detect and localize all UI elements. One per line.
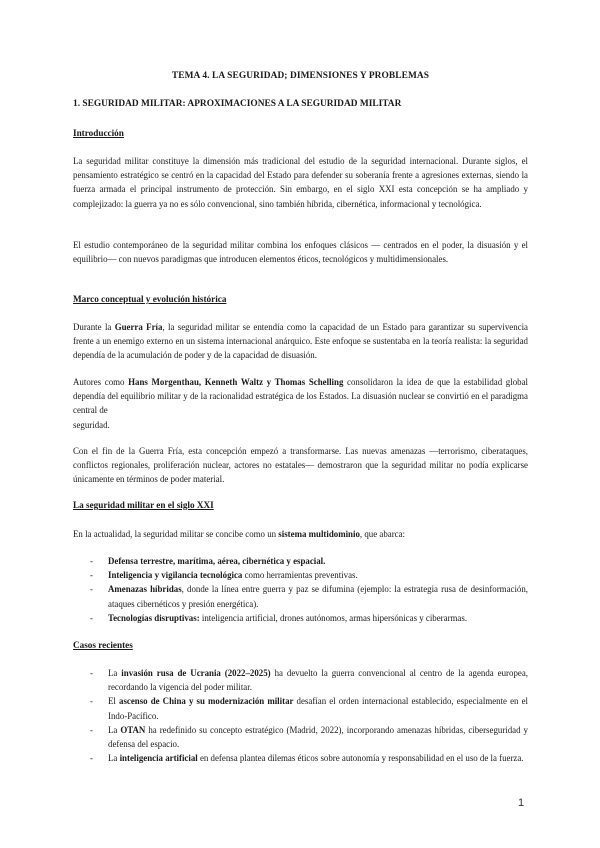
text-run: , donde la línea entre guerra y paz se difumina (ejemplo: la estrategia rusa de desinformación, ataques cibernéticos y presión energética).	[108, 584, 529, 609]
text-run: , que abarca:	[359, 529, 405, 539]
list-item	[73, 582, 528, 610]
list-dash: -	[90, 753, 93, 764]
section-heading: 1. SEGURIDAD MILITAR: APROXIMACIONES A LA SEGURIDAD MILITAR	[73, 99, 402, 109]
bold-run: ascenso de China y su modernización militar	[119, 696, 294, 707]
intro-paragraph-1: La seguridad militar constituye la dimensión más tradicional del estudio de la seguridad internacional. Durante siglos, el pensamiento estratégico se centró en la capacidad del Estado para defender su soberanía frente a agresiones externas, siendo la fuerza armada el principal instrumento de protección. Sin embargo, en el siglo XXI esta concepción se ha ampliado y complejizado: la guerra ya no es sólo convencional, sino también híbrida, cibernética, informacional y tecnológica.	[73, 156, 528, 209]
text-run: como herramientas preventivas.	[242, 570, 358, 581]
intro-paragraph-2: El estudio contemporáneo de la seguridad militar combina los enfoques clásicos — centrados en el poder, la disuasión y el equilibrio— con nuevos paradigmas que introducen elementos éticos, tecnológicos y multidimensionales.	[73, 240, 528, 265]
list-dash: -	[90, 570, 93, 581]
bold-run: inteligencia artificial	[119, 753, 198, 764]
list-dash: -	[90, 724, 93, 735]
list-dash: -	[90, 556, 93, 566]
heading-casos-recientes: Casos recientes	[73, 640, 133, 650]
siglo-intro	[73, 527, 528, 541]
bold-run: Guerra Fría	[114, 322, 163, 332]
text-run: consolidaron la idea de que la estabilidad global dependía del equilibrio militar y de la racionalidad estratégica de los Estados. La disuasión nuclear se convirtió en el paradigma central de	[73, 377, 528, 416]
bold-run: Amenazas híbridas	[108, 584, 182, 595]
document-title: TEMA 4. LA SEGURIDAD; DIMENSIONES Y PROBLEMAS	[171, 71, 430, 81]
bold-run: Tecnologías disruptivas:	[108, 612, 200, 623]
text-run: En la actualidad, la seguridad militar se concibe como un	[73, 529, 279, 539]
page-number: 1	[518, 797, 525, 809]
list-dash: -	[90, 584, 93, 595]
text-run: La	[108, 724, 121, 735]
text-run: inteligencia artificial, drones autónomos, armas hipersónicas y ciberarmas.	[199, 612, 468, 623]
text-run: Autores como	[73, 377, 129, 387]
text-run: El	[108, 696, 119, 707]
heading-siglo-xxi: La seguridad militar en el siglo XXI	[73, 500, 214, 510]
bold-run: Hans Morgenthau, Kenneth Waltz y Thomas Schelling	[128, 377, 344, 387]
list-dash: -	[90, 612, 93, 623]
marco-paragraph-1	[73, 320, 528, 363]
list-item	[73, 694, 528, 722]
text-run: Durante la	[73, 322, 115, 332]
siglo-list	[73, 554, 528, 625]
heading-marco-conceptual: Marco conceptual y evolución histórica	[73, 294, 227, 304]
casos-list	[73, 666, 528, 765]
text-run: La	[108, 753, 120, 764]
list-item	[73, 723, 528, 751]
list-item	[73, 554, 528, 568]
text-run: , la seguridad militar se entendía como la capacidad de un Estado para garantizar su supervivencia frente a un enemigo externo en un sistema internacional anárquico. Este enfoque se sustentaba en la teoría realista: la seguridad dependía de la acumulación de poder y de la capacidad de disuasión.	[73, 322, 528, 361]
bold-run: Defensa terrestre, marítima, aérea, cibernética y espacial.	[108, 556, 326, 566]
text-run: en defensa plantea dilemas éticos sobre autonomía y responsabilidad en el uso de la fuerza.	[197, 753, 524, 764]
bold-run: sistema multidominio	[278, 529, 360, 539]
text-run: La	[108, 668, 122, 678]
bold-run: OTAN	[120, 724, 146, 735]
list-item	[73, 611, 528, 625]
marco-paragraph-3: Con el fin de la Guerra Fría, esta concepción empezó a transformarse. Las nuevas amenazas —terrorismo, ciberataques, conflictos regionales, proliferación nuclear, actores no estatales— demostraron que la seguridad militar no podía explicarse únicamente en términos de poder material.	[73, 446, 528, 485]
heading-introduccion: Introducción	[73, 128, 124, 138]
marco-paragraph-2	[73, 375, 528, 432]
list-item	[73, 666, 528, 694]
bold-run: invasión rusa de Ucrania (2022–2025)	[121, 668, 271, 678]
list-item	[73, 751, 528, 765]
list-dash: -	[90, 696, 93, 707]
bold-run: Inteligencia y vigilancia tecnológica	[108, 570, 243, 581]
list-item	[73, 568, 528, 582]
text-run: ha redefinido su concepto estratégico (Madrid, 2022), incorporando amenazas híbridas, ciberseguridad y defensa del espacio.	[108, 724, 528, 750]
text-run: seguridad.	[73, 419, 110, 430]
list-dash: -	[90, 668, 93, 678]
text-run: desafían el orden internacional establecido, especialmente en el Indo-Pacífico.	[108, 696, 528, 721]
text-run: ha devuelto la guerra convencional al centro de la agenda europea, recordando la vigencia del poder militar.	[108, 668, 528, 693]
